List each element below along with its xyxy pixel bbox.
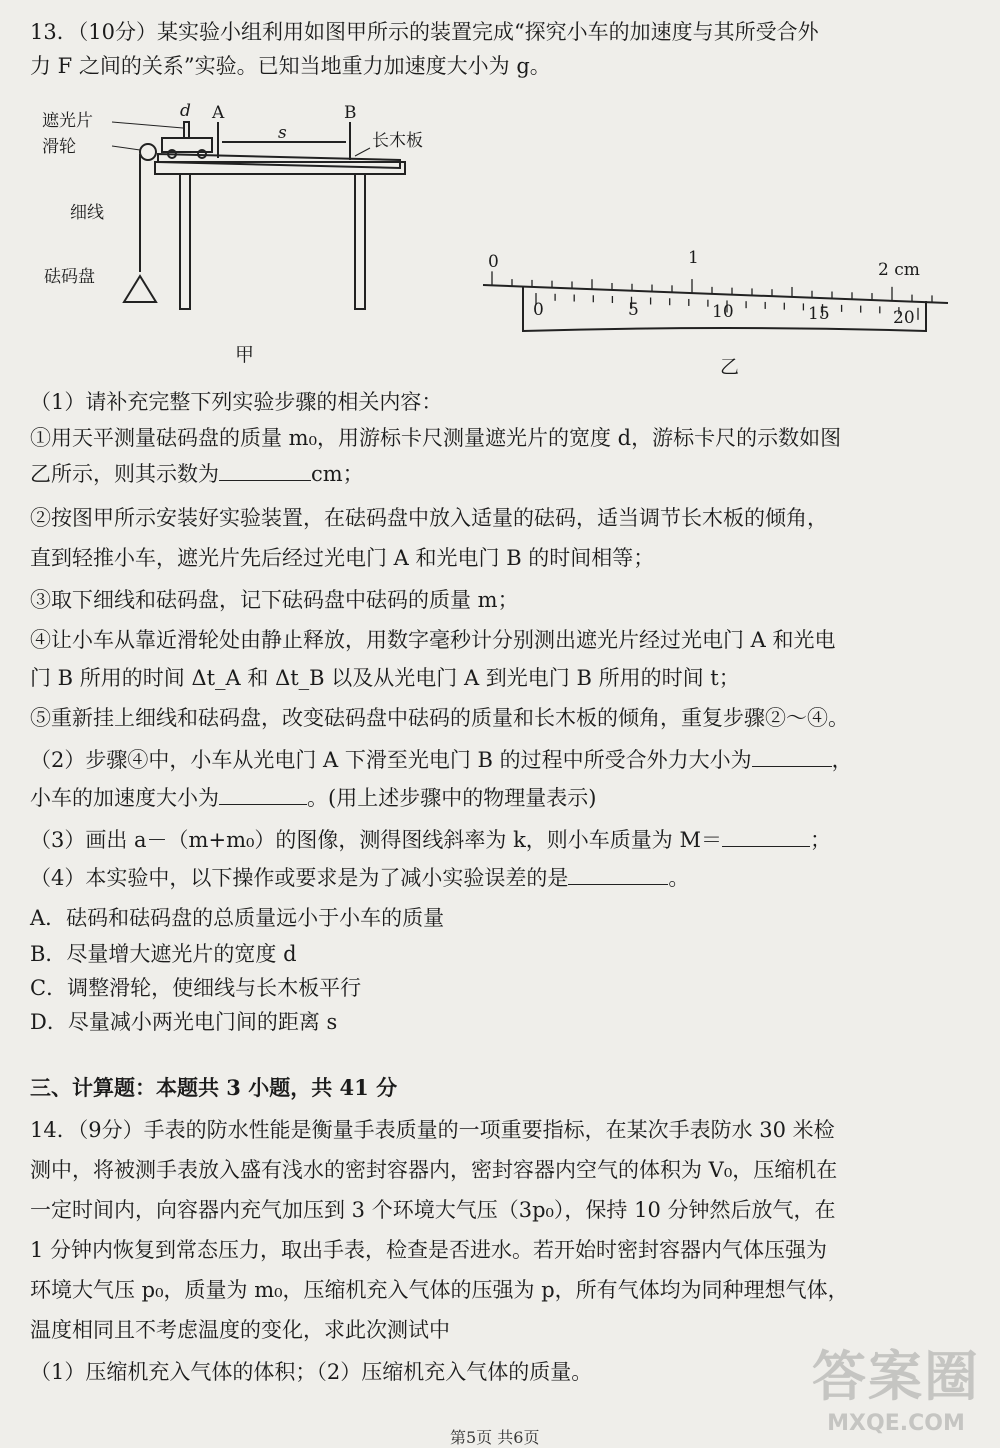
label-b: B — [344, 103, 357, 123]
vernier-label-10: 10 — [712, 302, 734, 322]
answer-blank-force[interactable] — [752, 746, 832, 767]
q14-line2: 测中，将被测手表放入盛有浅水的密封容器内，密封容器内空气的体积为 V₀，压缩机在 — [30, 1158, 838, 1182]
q14-line6: 温度相同且不考虑温度的变化，求此次测试中 — [30, 1318, 450, 1342]
q14-line5: 环境大气压 p₀，质量为 m₀，压缩机充入气体的压强为 p，所有气体均为同种理想气体， — [30, 1278, 849, 1302]
q4-suffix: 。 — [668, 866, 690, 890]
leader-pulley — [112, 146, 140, 150]
shading-flag — [184, 122, 189, 138]
q14-line3: 一定时间内，向容器内充气加压到 3 个环境大气压（3p₀），保持 10 分钟然后放气，在 — [30, 1198, 836, 1222]
main-label-1: 1 — [688, 248, 699, 268]
label-pulley: 滑轮 — [42, 137, 76, 157]
label-a: A — [212, 103, 225, 123]
answer-blank-choice[interactable] — [568, 864, 668, 885]
main-label-2: 2 cm — [878, 260, 920, 280]
leader-board — [355, 148, 370, 156]
answer-blank-acceleration[interactable] — [219, 784, 307, 805]
step-2a: ②按图甲所示安装好实验装置，在砝码盘中放入适量的砝码，适当调节长木板的倾角， — [30, 506, 828, 530]
q14-line1: 14．（9分）手表的防水性能是衡量手表质量的一项重要指标，在某次手表防水 30 米检 — [30, 1118, 835, 1142]
q13-line1: 13．（10分）某实验小组利用如图甲所示的装置完成“探究小车的加速度与其所受合外 — [30, 20, 819, 44]
q13-line2: 力 F 之间的关系”实验。已知当地重力加速度大小为 g。 — [30, 54, 551, 78]
step-1b-prefix: 乙所示，则其示数为 — [30, 462, 219, 486]
q2-force-suffix: ， — [831, 748, 853, 772]
step-5: ⑤重新挂上细线和砝码盘，改变砝码盘中砝码的质量和长木板的倾角，重复步骤②～④。 — [30, 706, 849, 730]
step-4a: ④让小车从靠近滑轮处由静止释放，用数字毫秒计分别测出遮光片经过光电门 A 和光电 — [30, 628, 836, 652]
q2-accel-prefix: 小车的加速度大小为 — [30, 786, 219, 810]
table-leg-left — [180, 174, 190, 309]
main-scale-edge — [483, 285, 948, 303]
q4-option-c: C．调整滑轮，使细线与长木板平行 — [30, 976, 362, 1000]
table-leg-right — [355, 174, 365, 309]
vernier-label-5: 5 — [628, 300, 639, 320]
page-footer: 第5页 共6页 — [450, 1428, 540, 1447]
step-1b — [30, 460, 364, 488]
main-label-0: 0 — [488, 252, 499, 272]
step-1a: ①用天平测量砝码盘的质量 m₀，用游标卡尺测量遮光片的宽度 d，游标卡尺的示数如图 — [30, 426, 842, 450]
q3-prefix: （3）画出 a－（m+m₀）的图像，测得图线斜率为 k，则小车质量为 M＝ — [30, 828, 722, 852]
vernier-label-15: 15 — [808, 304, 830, 324]
label-pan: 砝码盘 — [44, 267, 95, 287]
q4-option-a: A．砝码和砝码盘的总质量远小于小车的质量 — [30, 906, 445, 930]
step-4b: 门 B 所用的时间 Δt_A 和 Δt_B 以及从光电门 A 到光电门 B 所用的时间 t； — [30, 666, 740, 690]
q4-line — [30, 864, 689, 892]
watermark-title: 答案圈 — [812, 1345, 980, 1408]
leader-shade — [112, 122, 183, 128]
pulley — [140, 144, 156, 160]
q3-line — [30, 826, 831, 854]
label-board: 长木板 — [372, 131, 423, 151]
q4-option-d: D．尽量减小两光电门间的距离 s — [30, 1010, 338, 1034]
step-2b: 直到轻推小车，遮光片先后经过光电门 A 和光电门 B 的时间相等； — [30, 546, 655, 570]
weight-pan — [124, 276, 156, 302]
vernier-label-20: 20 — [893, 308, 915, 328]
q4-prefix: （4）本实验中，以下操作或要求是为了减小实验误差的是 — [30, 866, 569, 890]
label-shade: 遮光片 — [42, 111, 93, 131]
answer-blank-mass[interactable] — [722, 826, 810, 847]
q2-line1 — [30, 746, 853, 774]
steps-intro: （1）请补充完整下列实验步骤的相关内容： — [30, 390, 443, 414]
step-1b-suffix: cm； — [311, 462, 364, 486]
caption-yi: 乙 — [720, 356, 740, 378]
answer-blank-reading[interactable] — [219, 460, 311, 481]
q14-line4: 1 分钟内恢复到常态压力，取出手表，检查是否进水。若开始时密封容器内气体压强为 — [30, 1238, 828, 1262]
label-thread: 细线 — [70, 203, 104, 223]
step-3: ③取下细线和砝码盘，记下砝码盘中砝码的质量 m； — [30, 588, 519, 612]
q4-option-b: B．尽量增大遮光片的宽度 d — [30, 942, 297, 966]
figure-yi-caliper — [478, 245, 958, 345]
figure-jia-apparatus — [40, 92, 460, 372]
q2-accel-suffix: 。(用上述步骤中的物理量表示) — [307, 786, 597, 810]
section-3-heading: 三、计算题：本题共 3 小题，共 41 分 — [30, 1075, 398, 1100]
q3-suffix: ； — [809, 828, 831, 852]
watermark-url: MXQE.COM — [827, 1411, 965, 1436]
q14-line7: （1）压缩机充入气体的体积；（2）压缩机充入气体的质量。 — [30, 1360, 593, 1384]
watermark-logo — [812, 1334, 980, 1436]
caption-jia: 甲 — [235, 344, 255, 366]
q2-line2 — [30, 784, 596, 812]
label-s: s — [278, 123, 287, 143]
vernier-label-0: 0 — [533, 300, 544, 320]
q2-force-prefix: （2）步骤④中，小车从光电门 A 下滑至光电门 B 的过程中所受合外力大小为 — [30, 748, 752, 772]
label-d: d — [180, 101, 191, 121]
main-scale-ticks — [492, 271, 932, 302]
